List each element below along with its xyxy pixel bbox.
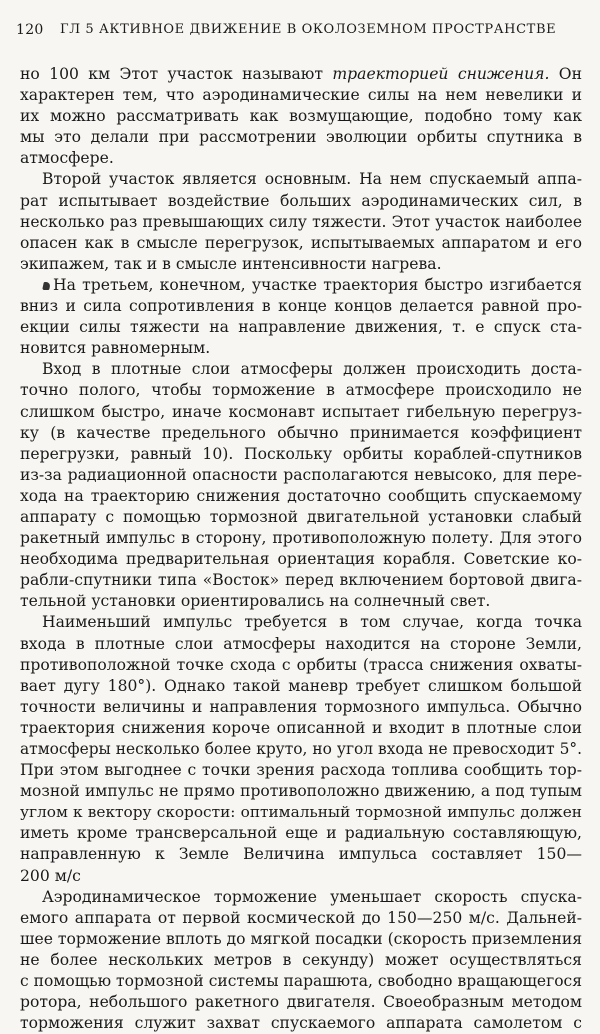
paragraph (20, 612, 582, 886)
text-line: входа в плотные слои атмосферы находится на стороне Земли, (20, 634, 582, 653)
paragraph (20, 275, 582, 359)
text-line: их можно рассматривать как возмущающие, подобно тому как (20, 107, 582, 126)
text-line: углом к вектору скорости: оптимальный тормозной импульс должен (20, 803, 582, 822)
text-line: екции силы тяжести на направление движения, т. е спуск ста- (20, 318, 582, 337)
text-line: с помощью тормозной системы парашюта, свободно вращающегося (20, 972, 582, 991)
text-line: точно полого, чтобы торможение в атмосфере происходило не (20, 381, 582, 400)
text-line: необходима предварительная ориентация корабля. Советские ко- (20, 550, 582, 569)
text-line: Наименьший импульс требуется в том случае, когда точка (42, 613, 582, 632)
text-line: рабли-спутники типа «Восток» перед включением бортовой двига- (20, 571, 582, 590)
text-line: При этом выгоднее с точки зрения расхода топлива сообщить тор- (20, 761, 582, 780)
text-line: вниз и сила сопротивления в конце концов делается равной про- (20, 297, 582, 316)
text-line: противоположной точке схода с орбиты (трасса снижения охваты- (20, 655, 582, 674)
text-line: Второй участок является основным. На нем спускаемый аппа- (42, 170, 582, 189)
margin-mark-icon (42, 279, 52, 291)
chapter-title: ГЛ 5 АКТИВНОЕ ДВИЖЕНИЕ В ОКОЛОЗЕМНОМ ПРОСТРАНСТВЕ (60, 22, 557, 37)
running-header (16, 22, 560, 46)
text-line: не более нескольких метров в секунду) может осуществляться (20, 950, 582, 969)
text-line: несколько раз превышающих силу тяжести. Этот участок наиболее (20, 212, 582, 231)
text-line: мы это делали при рассмотрении эволюции орбиты спутника в (20, 128, 582, 147)
text-line: направленную к Земле Величина импульса составляет 150— (20, 845, 582, 864)
text-line: атмосферы несколько более круто, но угол входа не превосходит 5°. (20, 740, 582, 758)
paragraph (20, 64, 582, 169)
text-line: аппарату с помощью тормозной двигательной установки слабый (20, 507, 582, 526)
paragraph (20, 359, 582, 612)
text-line: 200 м/с (20, 866, 81, 885)
text-line: ракетный импульс в сторону, противоположную полету. Для этого (20, 529, 582, 548)
text-line: Аэродинамическое торможение уменьшает скорость спуска- (42, 887, 582, 906)
text-line: иметь кроме трансверсальной еще и радиальную составляющую, (20, 824, 582, 843)
text-line: вает дугу 180°). Однако такой маневр требует слишком большой (20, 676, 582, 695)
text-line: На третьем, конечном, участке траектория быстро изгибается (20, 275, 582, 296)
text-line: Вход в плотные слои атмосферы должен происходить доста- (42, 360, 582, 379)
text-line: мозной импульс не прямо противоположно движению, а под тупым (20, 782, 582, 801)
text-line: тельной установки ориентировались на солнечный свет. (20, 592, 491, 611)
text-line: емого аппарата от первой космической до 150—250 м/с. Дальней- (20, 908, 582, 927)
text-line: точности величины и направления тормозного импульса. Обычно (20, 697, 582, 716)
text-line: но 100 км Этот участок называют траекторией снижения. Он (20, 65, 582, 83)
text-line: атмосфере. (20, 149, 114, 168)
paragraph (20, 169, 582, 274)
paragraph (20, 887, 582, 1034)
body-text (20, 64, 582, 1034)
text-line: ротора, небольшого ракетного двигателя. Своеобразным методом (20, 993, 582, 1012)
text-line: перегрузки, равный 10). Поскольку орбиты кораблей-спутников (20, 444, 582, 463)
text-line: торможения служит захват спускаемого аппарата самолетом с (20, 1014, 582, 1033)
text-line: экипажем, так и в смысле интенсивности нагрева. (20, 254, 442, 273)
text-line: характерен тем, что аэродинамические силы на нем невелики и (20, 86, 582, 105)
text-line: слишком быстро, иначе космонавт испытает гибельную перегруз- (20, 402, 582, 421)
page-number: 120 (16, 22, 44, 38)
text-line: шее торможение вплоть до мягкой посадки (скорость приземления (20, 929, 583, 948)
text-line: рат испытывает воздействие больших аэродинамических сил, в (20, 191, 582, 210)
text-line: опасен как в смысле перегрузок, испытываемых аппаратом и его (20, 233, 582, 252)
text-line: хода на траекторию снижения достаточно сообщить спускаемому (20, 486, 582, 505)
text-line: из-за радиационной опасности располагаются невысоко, для пере- (20, 465, 582, 484)
text-line: ку (в качестве предельного обычно принимается коэффициент (20, 423, 582, 442)
text-line: новится равномерным. (20, 339, 211, 358)
text-line: траектория снижения короче описанной и входит в плотные слои (20, 718, 582, 737)
